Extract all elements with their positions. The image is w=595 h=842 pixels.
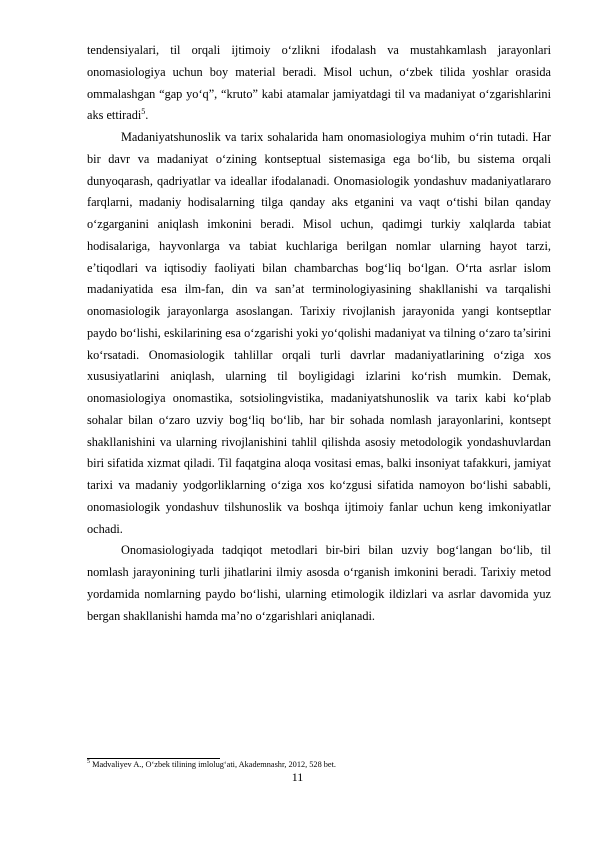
footnote — [87, 760, 551, 770]
paragraph-1-tail: . — [145, 108, 149, 123]
footnote-number: 5 — [87, 759, 90, 766]
body-text — [87, 40, 551, 627]
footnote-separator — [87, 758, 220, 759]
footnote-reference[interactable]: 5 — [141, 107, 146, 117]
page-number: 11 — [291, 770, 304, 784]
paragraph-1-text: tendensiyalari, til orqali ijtimoiy o‘zlikni ifodalash va mustahkamlash jarayonlari onomasiologiya uchun boy material beradi. Misol uchun, o‘zbek tilida yoshlar orasida ommalashgan “gap yo‘q”, “kruto” kabi atamalar jamiyatdagi til va madaniyat o‘zgarishlarini aks ettiradi — [87, 43, 551, 123]
paragraph-3: Onomasiologiyada tadqiqot metodlari bir-biri bilan uzviy bog‘langan bo‘lib, til nomlash jarayonining turli jihatlarini ilmiy asosda o‘rganish imkonini beradi. Tarixiy metod yordamida nomlarning paydo bo‘lishi, ularning etimologik ildizlari va asrlar davomida yuz bergan shakllanishi hamda ma’no o‘zgarishlari aniqlanadi. — [87, 543, 551, 623]
paragraph-1 — [87, 40, 551, 127]
footnote-text: Madvaliyev A., O‘zbek tilining imlolug‘ati, Akademnashr, 2012, 528 bet. — [90, 760, 336, 769]
paragraph-2: Madaniyatshunoslik va tarix sohalarida ham onomasiologiya muhim o‘rin tutadi. Har bir davr va madaniyat o‘zining kontseptual sistemasiga ega bo‘lib, bu sistema orqali dunyoqarash, qadriyatlar va ideallar ifodalanadi. Onomasiologik yondashuv madaniyatlararo farqlarni, madaniy hodisalarning tilga qanday aks etganini va vaqt o‘tishi bilan qanday o‘zgarganini aniqlash imkonini beradi. Misol uchun, qadimgi turkiy xalqlarda tabiat hodisalariga, hayvonlarga va tabiat kuchlariga berilgan nomlar ularning hayot tarzi, e’tiqodlari va iqtisodiy faoliyati bilan chambarchas bog‘liq bo‘lgan. O‘rta asrlar islom madaniyatida esa ilm-fan, din va san’at terminologiyasining shakllanishi va tarqalishi onomasiologik jarayonlarga asoslangan. Tarixiy rivojlanish jarayonida yangi kontseptlar paydo bo‘lishi, eskilarining esa o‘zgarishi yoki yo‘qolishi madaniyat va tilning o‘zaro ta’sirini ko‘rsatadi. Onomasiologik tahlillar orqali turli davrlar madaniyatlarining o‘ziga xos xususiyatlarini aniqlash, ularning til boyligidagi izlarini ko‘rish mumkin. Demak, onomasiologiya onomastika, sotsiolingvistika, madaniyatshunoslik va tarix kabi ko‘plab sohalar bilan o‘zaro uzviy bog‘liq bo‘lib, har bir sohada nomlash jarayonlarini, kontsept shakllanishini va ularning rivojlanishini tahlil qilishda asosiy metodologik yondashuvlardan biri sifatida xizmat qiladi. Til faqatgina aloqa vositasi emas, balki insoniyat tafakkuri, jamiyat tarixi va madaniy yodgorliklarning o‘ziga xos ko‘zgusi sifatida namoyon bo‘lishi sababli, onomasiologik yondashuv tilshunoslik va boshqa ijtimoiy fanlar uchun keng imkoniyatlar ochadi. — [87, 130, 551, 536]
